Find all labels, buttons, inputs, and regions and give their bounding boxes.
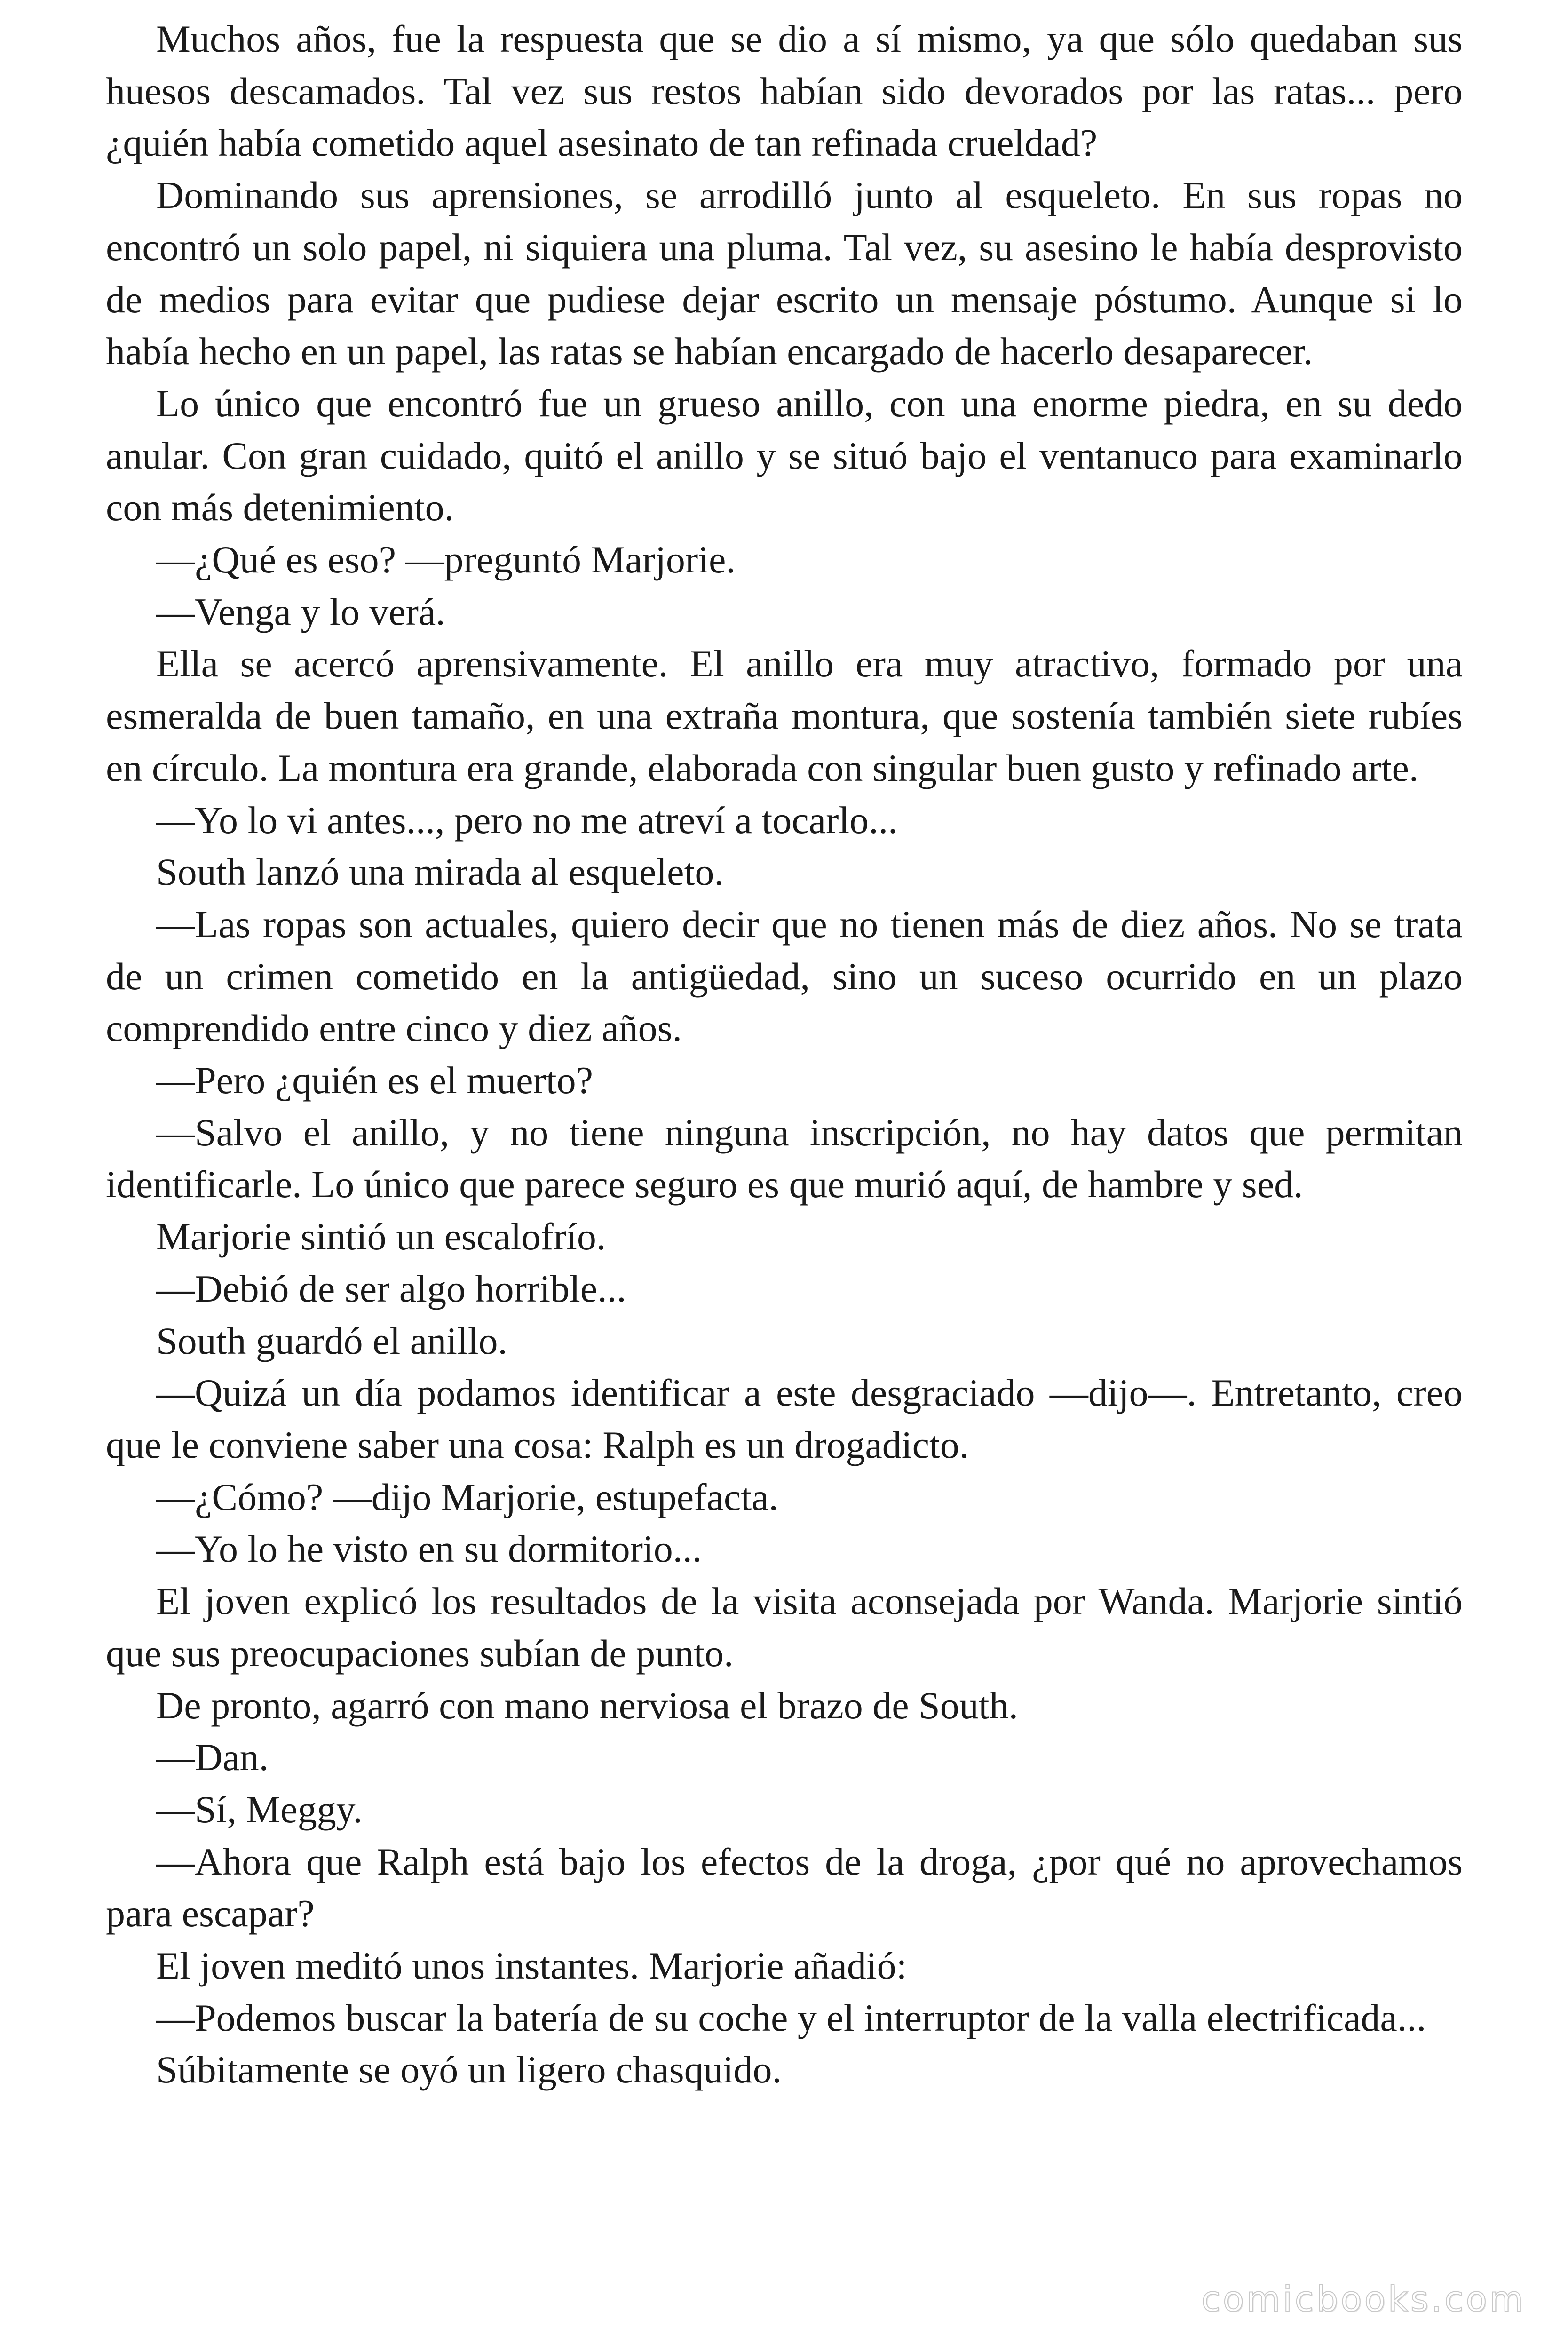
dialogue-line: —¿Cómo? —dijo Marjorie, estupefacta. bbox=[156, 1475, 778, 1518]
paragraph: Marjorie sintió un escalofrío. bbox=[156, 1215, 606, 1258]
dialogue-line: —Sí, Meggy. bbox=[156, 1788, 363, 1831]
page-body bbox=[106, 13, 1463, 2096]
paragraph: Dominando sus aprensiones, se arrodilló junto al esqueleto. En sus ropas no encontró un solo papel, ni siquiera una pluma. Tal vez, su asesino le había desprovisto de medios para evitar que pudiese dejar escrito un mensaje póstumo. Aunque si lo había hecho en un papel, las ratas se habían encargado de hacerlo desaparecer. bbox=[106, 174, 1463, 373]
dialogue-line: —Ahora que Ralph está bajo los efectos de la droga, ¿por qué no aprovechamos para escapar? bbox=[106, 1840, 1463, 1935]
paragraph: Ella se acercó aprensivamente. El anillo era muy atractivo, formado por una esmeralda de buen tamaño, en una extraña montura, que sostenía también siete rubíes en círculo. La montura era grande, elaborada con singular buen gusto y refinado arte. bbox=[106, 642, 1463, 789]
dialogue-line: —Debió de ser algo horrible... bbox=[156, 1267, 626, 1310]
dialogue-line: —Podemos buscar la batería de su coche y el interruptor de la valla electrificada... bbox=[156, 1996, 1426, 2039]
paragraph: Súbitamente se oyó un ligero chasquido. bbox=[156, 2048, 782, 2091]
paragraph: Muchos años, fue la respuesta que se dio a sí mismo, ya que sólo quedaban sus huesos descamados. Tal vez sus restos habían sido devorados por las ratas... pero ¿quién había cometido aquel asesinato de tan refinada crueldad? bbox=[106, 17, 1463, 165]
paragraph: Lo único que encontró fue un grueso anillo, con una enorme piedra, en su dedo anular. Con gran cuidado, quitó el anillo y se situó bajo el ventanuco para examinarlo con más detenimiento. bbox=[106, 381, 1463, 529]
dialogue-line: —Yo lo vi antes..., pero no me atreví a tocarlo... bbox=[156, 798, 898, 842]
dialogue-line: —Pero ¿quién es el muerto? bbox=[156, 1059, 594, 1102]
watermark: comicbooks.com bbox=[1201, 2279, 1526, 2320]
dialogue-line: —Venga y lo verá. bbox=[156, 590, 445, 633]
paragraph: El joven meditó unos instantes. Marjorie añadió: bbox=[156, 1944, 907, 1987]
paragraph: South lanzó una mirada al esqueleto. bbox=[156, 850, 724, 894]
dialogue-line: —Yo lo he visto en su dormitorio... bbox=[156, 1527, 702, 1571]
paragraph: El joven explicó los resultados de la visita aconsejada por Wanda. Marjorie sintió que sus preocupaciones subían de punto. bbox=[106, 1580, 1463, 1675]
paragraph: De pronto, agarró con mano nerviosa el brazo de South. bbox=[156, 1684, 1019, 1727]
dialogue-line: —¿Qué es eso? —preguntó Marjorie. bbox=[156, 538, 736, 581]
dialogue-line: —Las ropas son actuales, quiero decir que no tienen más de diez años. No se trata de un crimen cometido en la antigüedad, sino un suceso ocurrido en un plazo comprendido entre cinco y diez años. bbox=[106, 902, 1463, 1050]
paragraph: South guardó el anillo. bbox=[156, 1319, 508, 1362]
dialogue-line: —Quizá un día podamos identificar a este desgraciado —dijo—. Entretanto, creo que le conviene saber una cosa: Ralph es un drogadicto. bbox=[106, 1371, 1463, 1466]
dialogue-line: —Salvo el anillo, y no tiene ninguna inscripción, no hay datos que permitan identificarle. Lo único que parece seguro es que murió aquí, de hambre y sed. bbox=[106, 1111, 1463, 1206]
dialogue-line: —Dan. bbox=[156, 1736, 269, 1779]
